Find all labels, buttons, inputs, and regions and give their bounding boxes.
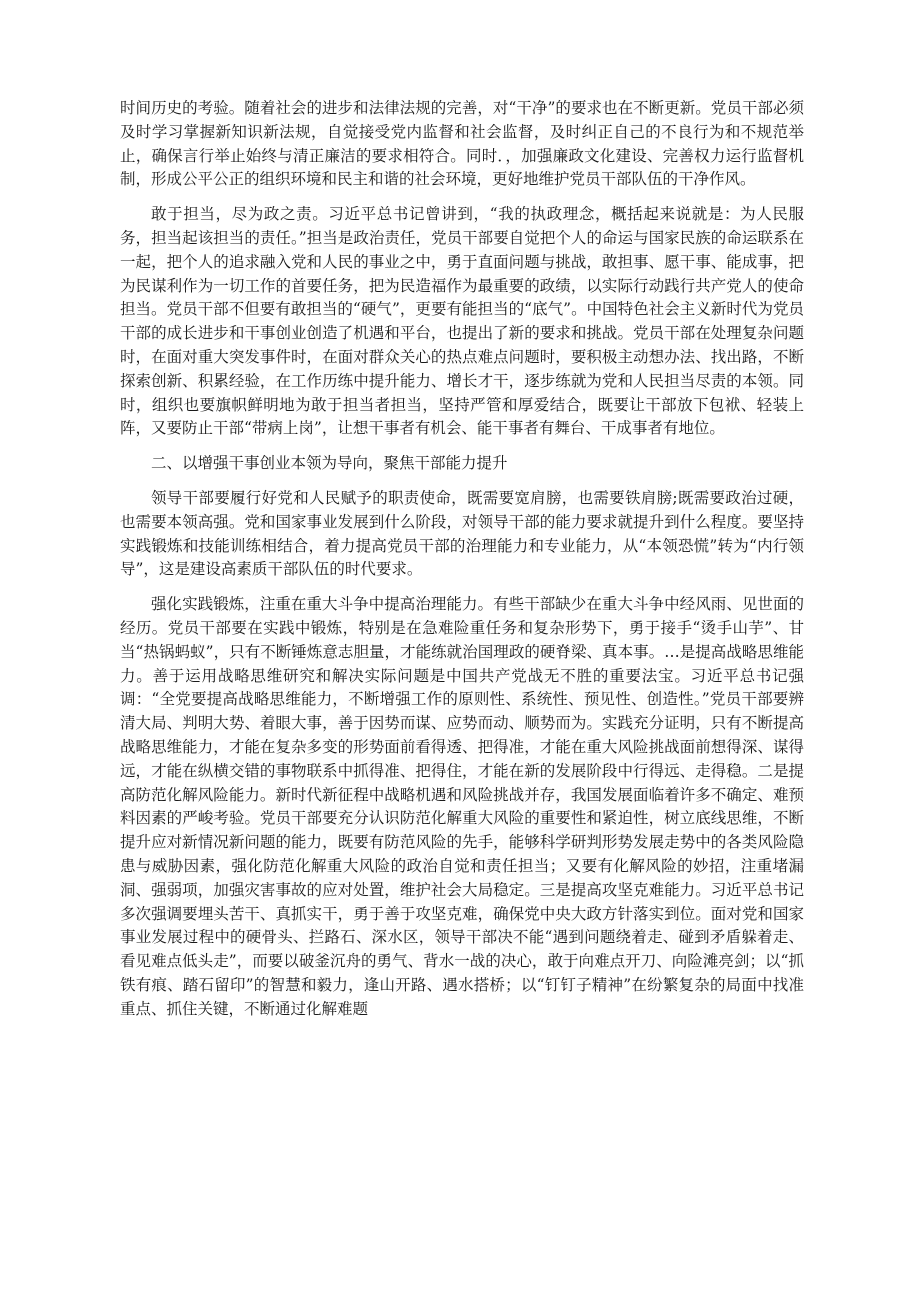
paragraph-responsibility: 敢于担当，尽为政之责。习近平总书记曾讲到，“我的执政理念，概括起来说就是：为人民服务，担当起该担当的责任。”担当是政治责任，党员干部要自觉把个人的命运与国家民族的命运联系在一起，把个人的追求融入党和人民的事业之中，勇于直面问题与挑战，敢担事、愿干事、能成事，把为民谋利作为一切工作的首要任务，把为民造福作为最重要的政绩，以实际行动践行共产党人的使命担当。党员干部不但要有敢担当的“硬气”，更要有能担当的“底气”。中国特色社会主义新时代为党员干部的成长进步和干事创业创造了机遇和平台，也提出了新的要求和挑战。党员干部在处理复杂问题时，在面对重大突发事件时，在面对群众关心的热点难点问题时，要积极主动想办法、找出路，不断探索创新、积累经验，在工作历练中提升能力、增长才干，逐步练就为党和人民担当尽责的本领。同时，组织也要旗帜鲜明地为敢于担当者担当，坚持严管和厚爱结合，既要让干部放下包袱、轻装上阵，又要防止干部“带病上岗”，让想干事者有机会、能干事者有舞台、干成事者有地位。 <box>120 205 804 438</box>
paragraph-capability-intro: 领导干部要履行好党和人民赋予的职责使命，既需要宽肩膀，也需要铁肩膀;既需要政治过硬，也需要本领高强。党和国家事业发展到什么阶段，对领导干部的能力要求就提升到什么程度。要坚持实践锻炼和技能训练相结合，着力提高党员干部的治理能力和专业能力，从“本领恐慌”转为“内行领导”，这是建设高素质干部队伍的时代要求。 <box>120 488 804 579</box>
paragraph-practice-training: 强化实践锻炼，注重在重大斗争中提高治理能力。有些干部缺少在重大斗争中经风雨、见世面的经历。党员干部要在实践中锻炼，特别是在急难险重任务和复杂形势下，勇于接手“烫手山芋”、甘当“热锅蚂蚁”，只有不断锤炼意志胆量，才能练就治国理政的硬脊梁、真本事。…是提高战略思维能力。善于运用战略思维研究和解决实际问题是中国共产党战无不胜的重要法宝。习近平总书记强调：“全党要提高战略思维能力，不断增强工作的原则性、系统性、预见性、创造性。”党员干部要辨清大局、判明大势、着眼大事，善于因势而谋、应势而动、顺势而为。实践充分证明，只有不断提高战略思维能力，才能在复杂多变的形势面前看得透、把得准，才能在重大风险挑战面前想得深、谋得远，才能在纵横交错的事物联系中抓得准、把得住，才能在新的发展阶段中行得远、走得稳。二是提高防范化解风险能力。新时代新征程中战略机遇和风险挑战并存，我国发展面临着许多不确定、难预料因素的严峻考验。党员干部要充分认识防范化解重大风险的重要性和紧迫性，树立底线思维，不断提升应对新情况新问题的能力，既要有防范风险的先手，能够科学研判形势发展走势中的各类风险隐患与威胁因素，强化防范化解重大风险的政治自觉和责任担当；又要有化解风险的妙招，注重堵漏洞、强弱项，加强灾害事故的应对处置，维护社会大局稳定。三是提高攻坚克难能力。习近平总书记多次强调要埋头苦干、真抓实干，勇于善于攻坚克难，确保党中央大政方针落实到位。面对党和国家事业发展过程中的硬骨头、拦路石、深水区，领导干部决不能“遇到问题绕着走、碰到矛盾躲着走、看见难点低头走”，而要以破釜沉舟的勇气、背水一战的决心，敢于向难点开刀、向险滩亮剑；以“抓铁有痕、踏石留印”的智慧和毅力，逢山开路、遇水搭桥；以“钉钉子精神”在纷繁复杂的局面中找准重点、抓住关键，不断通过化解难题 <box>120 595 804 1018</box>
paragraph-continuation: 时间历史的考验。随着社会的进步和法律法规的完善，对“干净”的要求也在不断更新。党员干部必须及时学习掌握新知识新法规，自觉接受党内监督和社会监督，及时纠正自己的不良行为和不规范举止，确保言行举止始终与清正廉洁的要求相符合。同时．，加强廉政文化建设、完善权力运行监督机制，形成公平公正的组织环境和民主和谐的社会环境，更好地维护党员干部队伍的干净作风。 <box>120 99 804 189</box>
document-body <box>120 97 804 1032</box>
section-heading-two: 二、以增强干事创业本领为导向，聚焦干部能力提升 <box>151 454 508 473</box>
